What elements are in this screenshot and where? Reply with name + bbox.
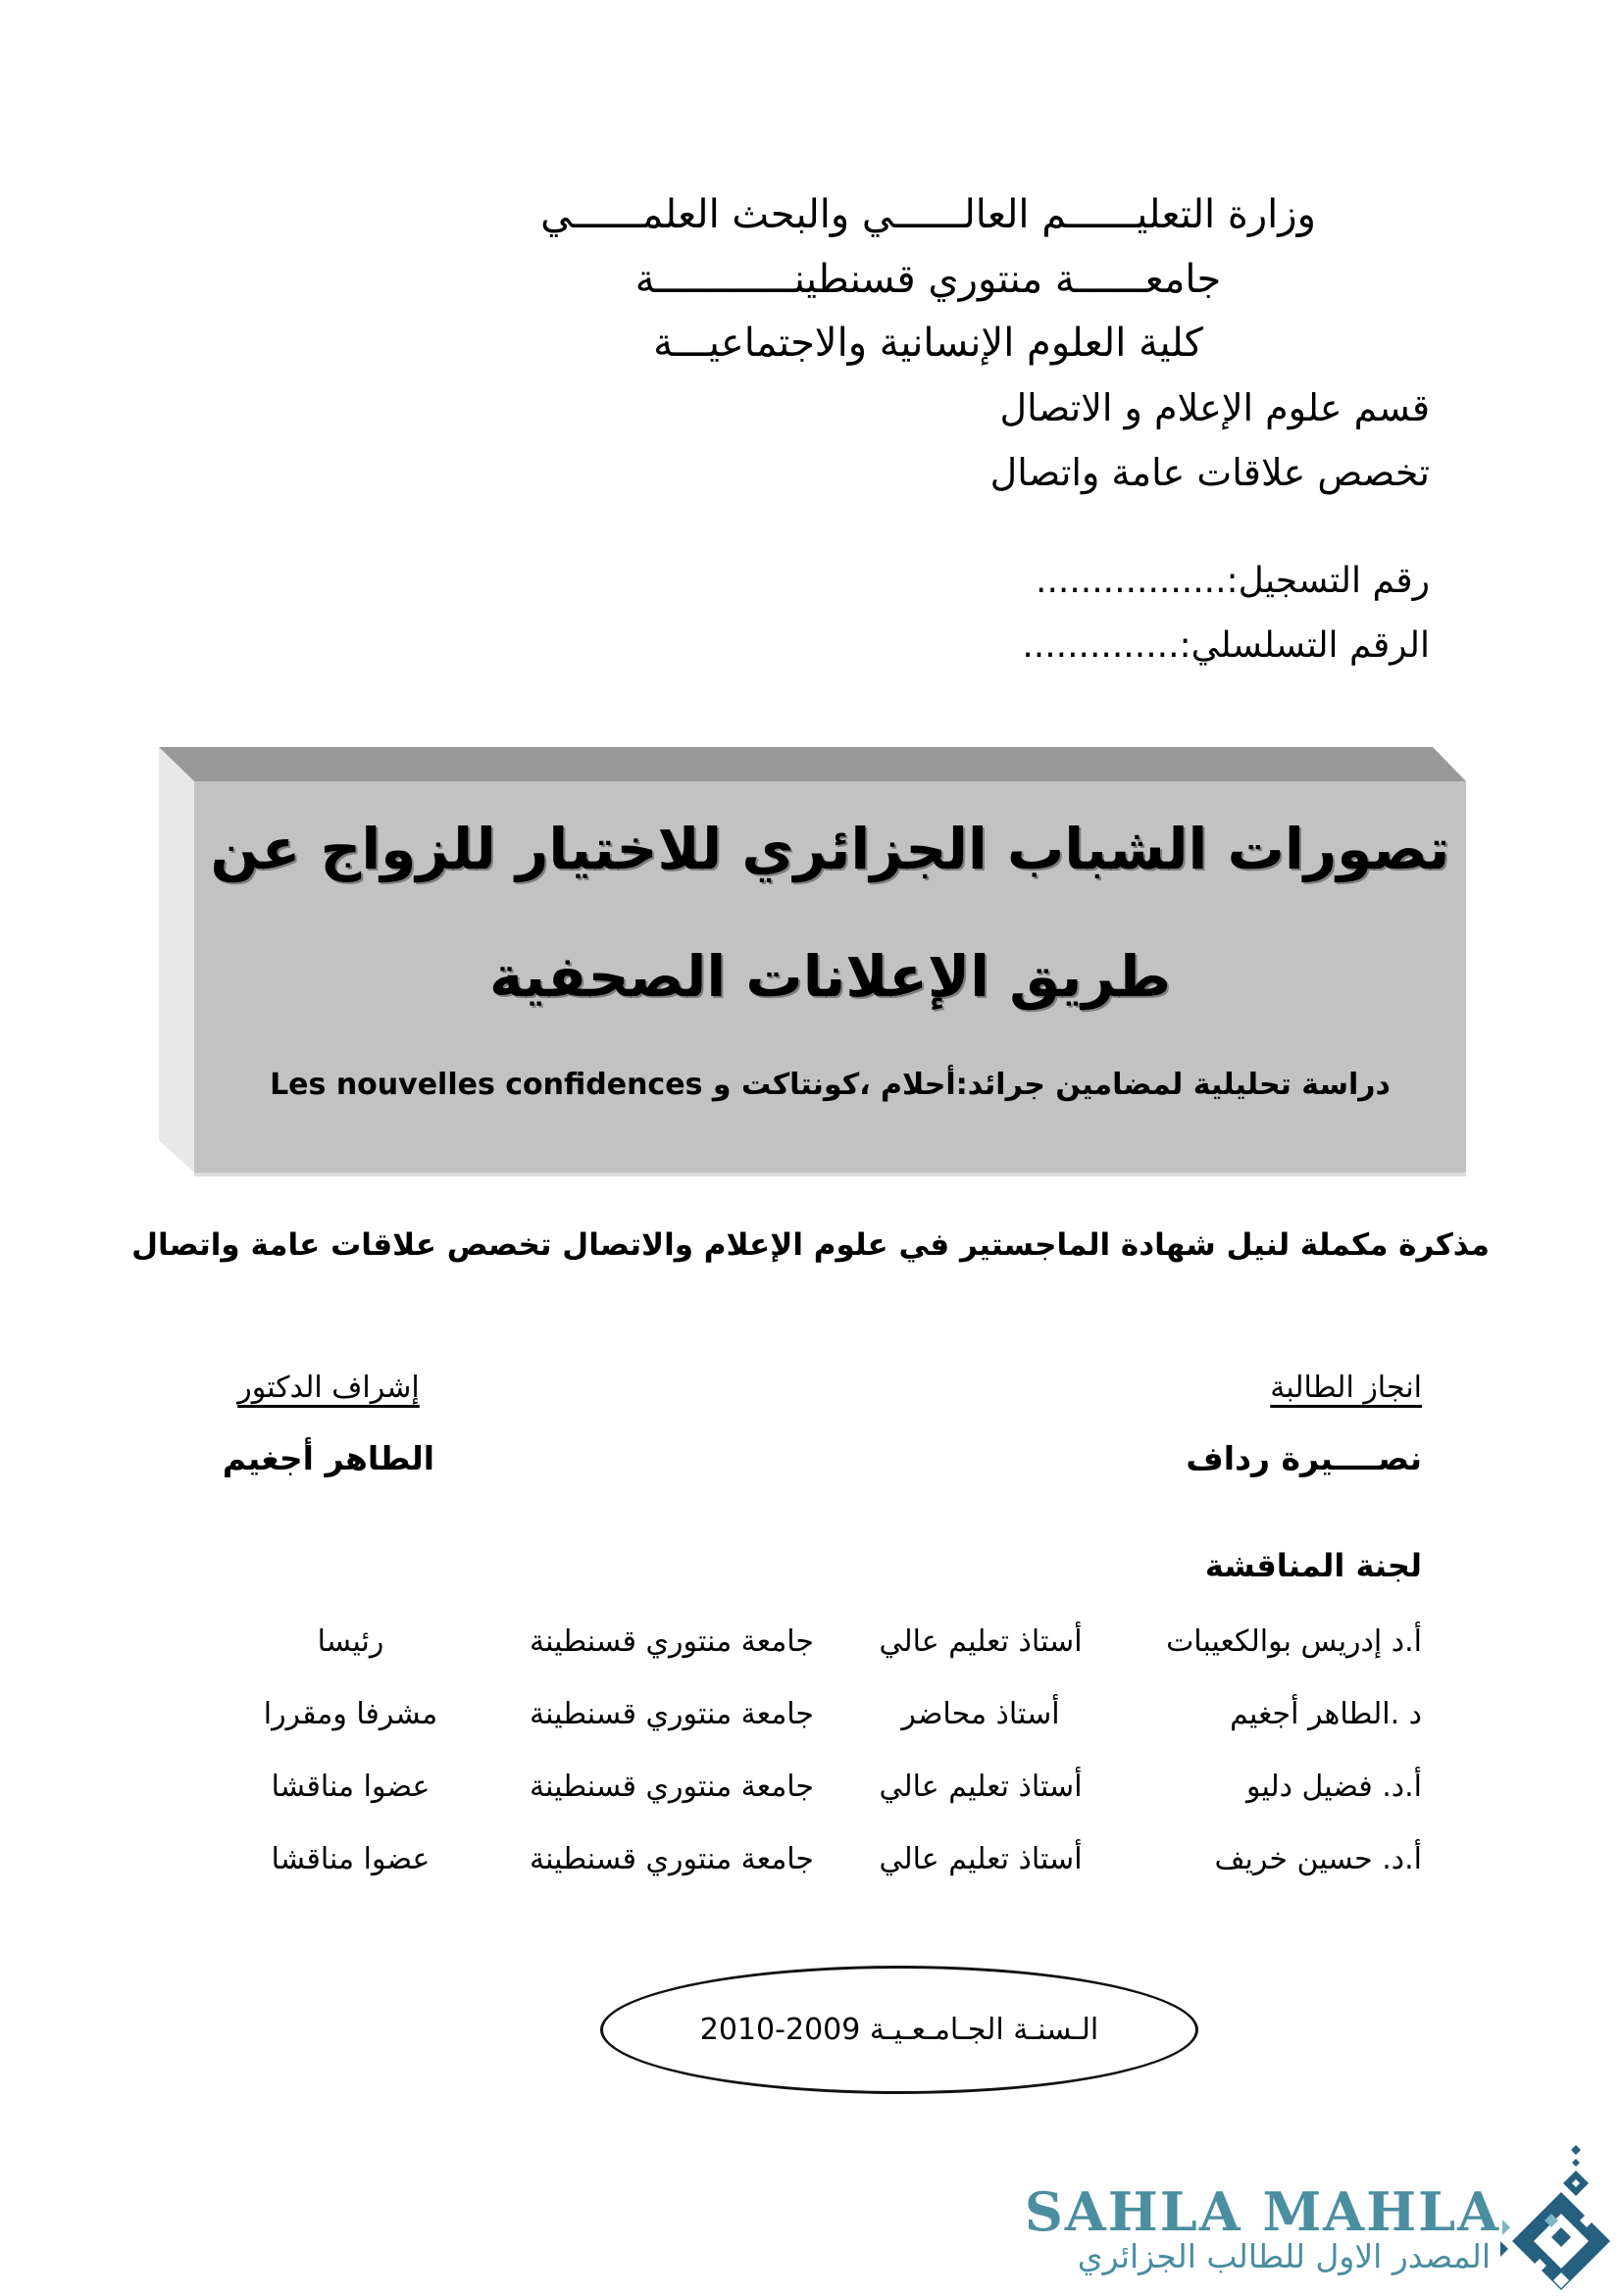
sahla-mahla-wordmark: SAHLA MAHLA [1024,2180,1500,2243]
committee-member-university: جامعة منتوري قسنطينة [530,1697,814,1731]
committee-member-rank: أستاذ تعليم عالي [879,1624,1083,1659]
committee-member-university: جامعة منتوري قسنطينة [530,1624,814,1659]
committee-member-rank: أستاذ تعليم عالي [879,1770,1083,1804]
committee-member-name: د .الطاهر أجغيم [1230,1697,1422,1731]
department-line: قسم علوم الإعلام و الاتصال [999,386,1430,429]
sahla-mahla-tagline: المصدر الاول للطالب الجزائري [1077,2237,1491,2275]
academic-year-oval [600,1966,1198,2094]
committee-member-name: أ.د. فضيل دليو [1245,1770,1422,1804]
serial-number-line: الرقم التسلسلي:.............. [1022,625,1430,666]
committee-member-university: جامعة منتوري قسنطينة [530,1842,814,1876]
committee-member-role: عضوا مناقشا [271,1842,431,1876]
degree-statement: مذكرة مكملة لنيل شهادة الماجستير في علوم الإعلام والاتصال تخصص علاقات عامة واتصال [131,1227,1490,1263]
committee-member-role: عضوا مناقشا [271,1770,431,1804]
registration-number-line: رقم التسجيل:................. [1036,561,1430,601]
supervisor-label: إشراف الدكتور [237,1371,420,1405]
ministry-line: وزارة التعليــــــم العالــــــي والبحث العلمــــــي [540,192,1316,237]
committee-member-name: أ.د. حسين خريف [1214,1842,1422,1876]
committee-member-role: رئيسا [317,1624,384,1659]
thesis-subtitle: دراسة تحليلية لمضامين جرائد:أحلام ،كونتاكت و Les nouvelles confidences [270,1068,1391,1102]
university-line: جامعــــــة منتوري قسنطينــــــــــــة [634,257,1222,302]
thesis-title-line2: طريق الإعلانات الصحفية [489,943,1171,1010]
kufic-calligraphy-emblem-icon [1500,2143,1620,2296]
supervisor-name: الطاهر أجغيم [222,1439,435,1477]
student-label: انجاز الطالبة [1270,1371,1422,1405]
title-box [159,742,1466,1173]
student-name: نصــــيرة رداف [1186,1439,1422,1477]
specialty-line: تخصص علاقات عامة واتصال [989,451,1430,494]
thesis-title-line1: تصورات الشباب الجزائري للاختيار للزواج عن [210,816,1450,882]
committee-row [191,1613,1422,1672]
academic-year-text: الـسنـة الجـامـعـيـة 2009‏-‏2010 [699,2013,1099,2047]
committee-row [191,1830,1422,1889]
committee-member-university: جامعة منتوري قسنطينة [530,1770,814,1804]
committee-member-name: أ.د إدريس بوالكعيبات [1166,1624,1422,1659]
committee-row [191,1685,1422,1744]
committee-heading: لجنة المناقشة [1204,1547,1422,1584]
committee-member-role: مشرفا ومقررا [263,1697,438,1731]
committee-member-rank: أستاذ محاضر [901,1697,1060,1731]
faculty-line: كلية العلوم الإنسانية والاجتماعيـــة [653,321,1203,366]
committee-row [191,1758,1422,1817]
committee-member-rank: أستاذ تعليم عالي [879,1842,1083,1876]
